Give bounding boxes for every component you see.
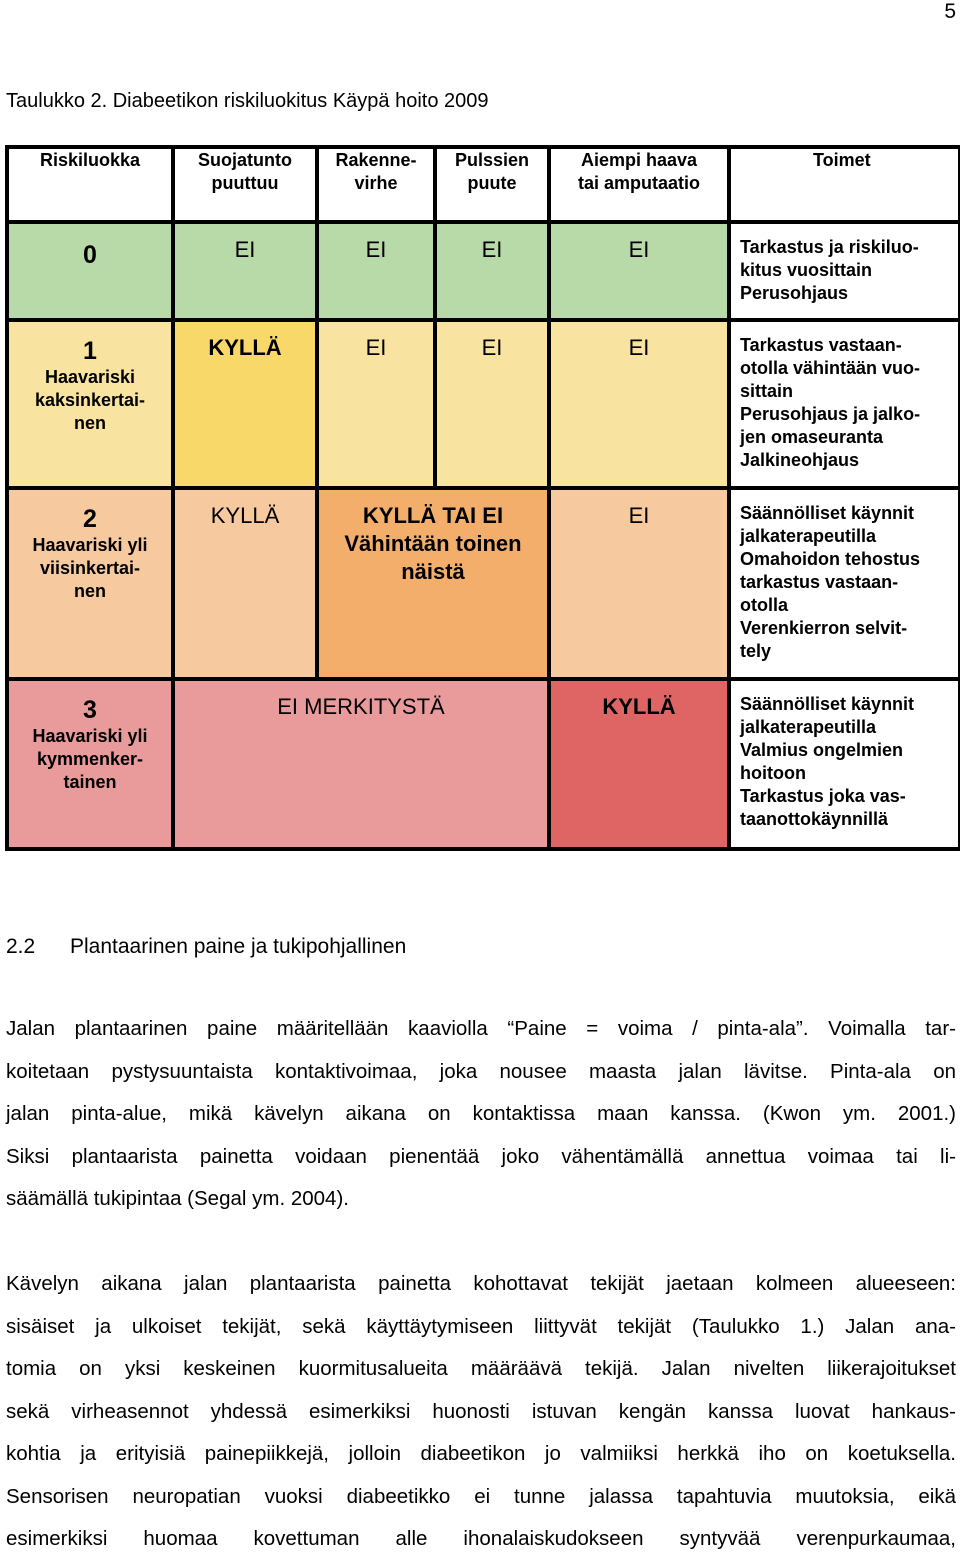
risk-level-cell: 1 Haavariski kaksinkertai- nen: [7, 320, 173, 488]
header-toimet: Toimet: [729, 147, 960, 222]
text-line: koitetaan pystysuuntaista kontaktivoimaa, joka nousee maasta jalan lävitse. Pinta-ala on: [6, 1059, 956, 1083]
text-line: jalan pinta-alue, mikä kävelyn aikana on kontaktissa maan kanssa. (Kwon ym. 2001.): [6, 1102, 956, 1125]
text-line: esimerkiksi huomaa kovettuman alle ihonalaiskudokseen syntyvää verenpurkaumaa,: [6, 1527, 956, 1550]
aiempi-haava-cell: EI: [549, 488, 729, 679]
text-line: tomia on yksi keskeinen kuormitusalueita määräävä tekijä. Jalan nivelten liikerajoitukset: [6, 1357, 956, 1380]
toimet-cell: Säännölliset käynnit jalkaterapeutilla Valmius ongelmien hoitoon Tarkastus joka vas- taanottokäynnillä: [729, 679, 960, 849]
risk-level-cell: 0: [7, 222, 173, 320]
aiempi-haava-cell: KYLLÄ: [549, 679, 729, 849]
aiempi-haava-cell: EI: [549, 222, 729, 320]
header-suojatunto: Suojatunto puuttuu: [173, 147, 317, 222]
ei-merkitysta-cell: EI MERKITYSTÄ: [173, 679, 549, 849]
risk-classification-table: [5, 145, 960, 851]
header-rakennevirhe: Rakenne- virhe: [317, 147, 435, 222]
page-number: 5: [944, 0, 956, 23]
suojatunto-cell: KYLLÄ: [173, 488, 317, 679]
text-line: Siksi plantaarista painetta voidaan pienentää joko vähentämällä annettua voimaa tai li-: [6, 1144, 956, 1168]
table-row: [7, 488, 960, 679]
text-line: kohtia ja erityisiä painepiikkejä, jolloin diabeetikon jo valmiiksi herkkä iho on koetuksella.: [6, 1442, 956, 1465]
table-row: [7, 679, 960, 849]
header-pulssien-puute: Pulssien puute: [435, 147, 549, 222]
text-line: Sensorisen neuropatian vuoksi diabeetikko ei tunne jalassa tapahtuvia muutoksia, eikä: [6, 1484, 956, 1508]
header-riskiluokka: Riskiluokka: [7, 147, 173, 222]
table-row: [7, 320, 960, 488]
text-line: Kävelyn aikana jalan plantaarista painetta kohottavat tekijät jaetaan kolmeen alueeseen:: [6, 1272, 956, 1295]
text-line: Jalan plantaarinen paine määritellään kaaviolla “Paine = voima / pinta-ala”. Voimalla tar-: [6, 1017, 956, 1040]
aiempi-haava-cell: EI: [549, 320, 729, 488]
risk-level-cell: 2 Haavariski yli viisinkertai- nen: [7, 488, 173, 679]
paragraph-2: [6, 1263, 956, 1561]
risk-level-cell: 3 Haavariski yli kymmenker- tainen: [7, 679, 173, 849]
section-number: 2.2: [6, 935, 36, 958]
rakennevirhe-cell: EI: [317, 222, 435, 320]
table-row: [7, 222, 960, 320]
section-title: Plantaarinen paine ja tukipohjallinen: [70, 935, 407, 958]
pulssi-cell: EI: [435, 222, 549, 320]
toimet-cell: Tarkastus ja riskiluo- kitus vuosittain Perusohjaus: [729, 222, 960, 320]
pulssi-cell: EI: [435, 320, 549, 488]
text-line: säämällä tukipintaa (Segal ym. 2004).: [6, 1187, 349, 1210]
header-aiempi-haava: Aiempi haava tai amputaatio: [549, 147, 729, 222]
toimet-cell: Säännölliset käynnit jalkaterapeutilla Omahoidon tehostus tarkastus vastaan- otolla Verenkierron selvit- tely: [729, 488, 960, 679]
paragraph-1: [6, 1008, 956, 1221]
suojatunto-cell: EI: [173, 222, 317, 320]
toimet-cell: Tarkastus vastaan- otolla vähintään vuo- sittain Perusohjaus ja jalko- jen omaseuranta Jalkineohjaus: [729, 320, 960, 488]
text-line: sekä virheasennot yhdessä esimerkiksi huonosti istuvan kengän kanssa luovat hankaus-: [6, 1399, 956, 1423]
rakenne-pulssi-cell: KYLLÄ TAI EI Vähintään toinen näistä: [317, 488, 549, 679]
table-caption: Taulukko 2. Diabeetikon riskiluokitus Käypä hoito 2009: [6, 90, 489, 112]
suojatunto-cell: KYLLÄ: [173, 320, 317, 488]
rakennevirhe-cell: EI: [317, 320, 435, 488]
text-line: sisäiset ja ulkoiset tekijät, sekä käyttäytymiseen liittyvät tekijät (Taulukko 1.) Jalan ana-: [6, 1314, 956, 1338]
section-heading: [6, 935, 406, 959]
table-header-row: [7, 147, 960, 222]
